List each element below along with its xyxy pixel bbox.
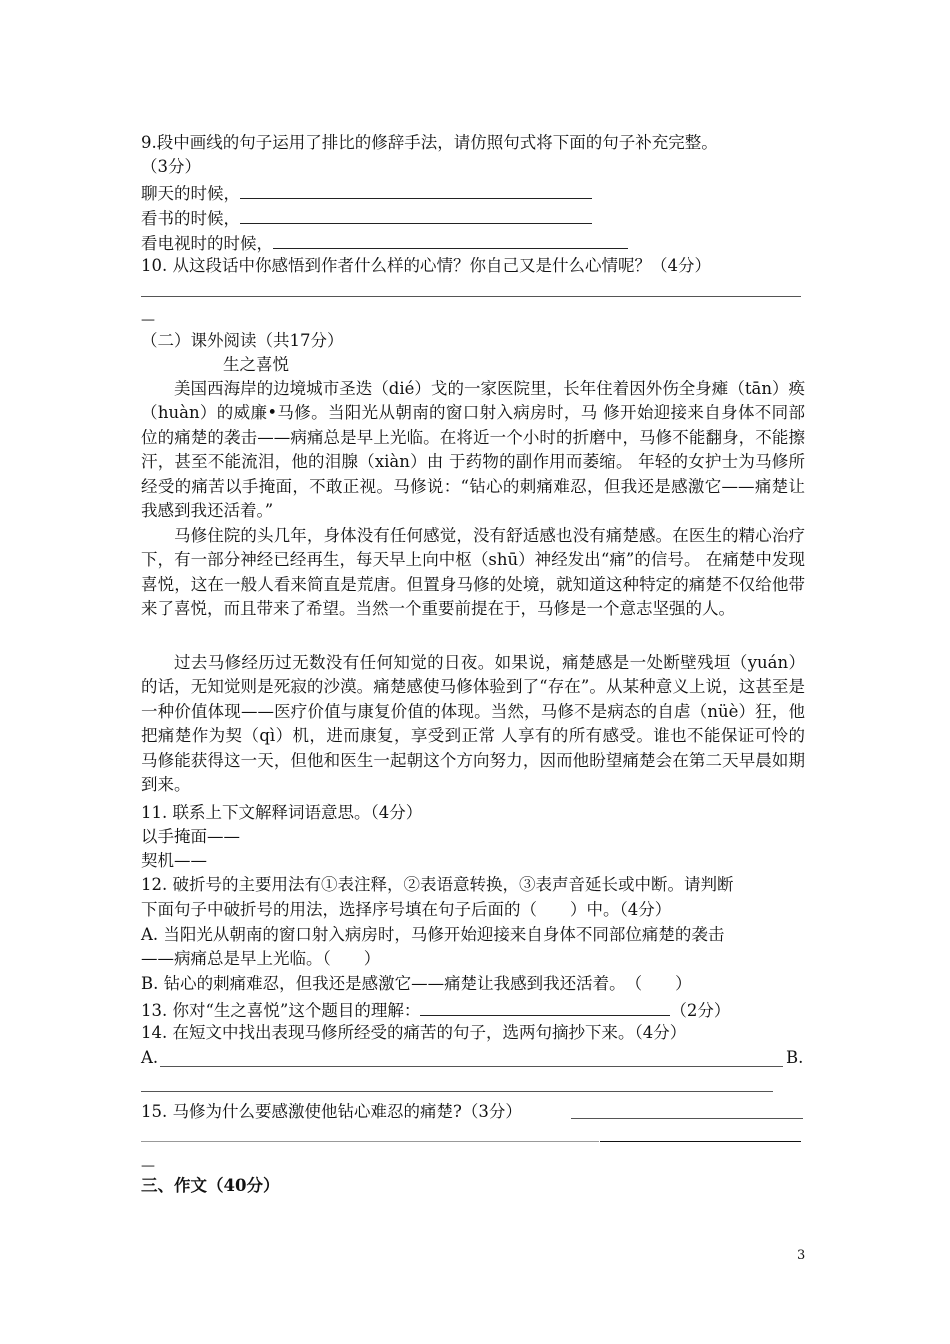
answer-line[interactable] [600, 1141, 801, 1142]
q14-label-b: B. [786, 1048, 804, 1067]
q14-label-a: A. [141, 1048, 159, 1067]
section3-title: 三、作文（40分） [141, 1176, 280, 1195]
q12-line-1: 12. 破折号的主要用法有①表注释，②表语意转换，③表声音延长或中断。请判断 [141, 875, 734, 894]
answer-blank[interactable] [273, 230, 628, 249]
q12-a-line-2: ——病痛总是早上光临。（ ） [141, 949, 381, 968]
answer-line-a[interactable] [160, 1066, 783, 1067]
answer-blank[interactable] [420, 997, 670, 1016]
answer-line-b[interactable] [141, 1091, 773, 1092]
q12-b-line: B. 钻心的刺痛难忍，但我还是感激它——痛楚让我感到我还活着。 （ ） [141, 974, 692, 993]
q11-item-2: 契机—— [141, 851, 207, 870]
article-paragraph-1: 美国西海岸的边境城市圣迭（dié）戈的一家医院里，长年住着因外伤全身瘫（tān）痪（huàn）的威廉•马修。当阳光从朝南的窗口射入病房时，马 修开始迎接来自身体不同部位的痛楚的袭击——病痛总是早上光临。在将近一个小时的折磨中，马修不能翻身，不能擦汗，甚至不能流泪，他的泪腺（xiàn）由 于药物的副作用而萎缩。 年轻的女护士为马修所经受的痛苦以手掩面，不敢正视。马修说：“钻心的刺痛难忍，但我还是感激它——痛楚让我感到我还活着。” [141, 379, 805, 521]
q9-item-1: 聊天的时候， [141, 180, 592, 206]
answer-line[interactable] [141, 1141, 599, 1142]
q13-text: 13. 你对“生之喜悦”这个题目的理解： （2分） [141, 997, 730, 1023]
q9-item-2: 看书的时候， [141, 205, 592, 231]
q12-line-2: 下面句子中破折号的用法，选择序号填在句子后面的（ ）中。（4分） [141, 900, 672, 919]
q10-text: 10. 从这段话中你感悟到作者什么样的心情？你自己又是什么心情呢？（4分） [141, 256, 711, 275]
answer-line[interactable] [571, 1118, 803, 1119]
q11-text: 11. 联系上下文解释词语意思。（4分） [141, 803, 423, 822]
answer-blank[interactable] [240, 205, 592, 224]
q11-item-1: 以手掩面—— [141, 827, 240, 846]
answer-blank[interactable] [240, 180, 592, 199]
article-title: 生之喜悦 [223, 355, 289, 374]
article-paragraph-2: 马修住院的头几年，身体没有任何感觉，没有舒适感也没有痛楚感。在医生的精心治疗下，有一部分神经已经再生，每天早上向中枢（shū）神经发出“痛”的信号。 在痛楚中发现喜悦，这在一般人看来简直是荒唐。但置身马修的处境，就知道这种特定的痛楚不仅给他带来了喜悦，而且带来了希望。当然一个重要前提在于，马修是一个意志坚强的人。 [141, 526, 805, 619]
dash-mark: — [141, 1158, 155, 1174]
dash-mark: — [141, 312, 155, 328]
q14-text: 14. 在短文中找出表现马修所经受的痛苦的句子，选两句摘抄下来。（4分） [141, 1023, 687, 1042]
q12-a-line-1: A. 当阳光从朝南的窗口射入病房时，马修开始迎接来自身体不同部位痛楚的袭击 [141, 925, 725, 944]
q9-score: （3分） [141, 157, 201, 176]
q15-text: 15. 马修为什么要感激使他钻心难忍的痛楚?（3分） [141, 1102, 522, 1121]
page-number: 3 [797, 1248, 806, 1263]
q9-item-3: 看电视时的时候， [141, 230, 628, 256]
q9-text: 9.段中画线的句子运用了排比的修辞手法，请仿照句式将下面的句子补充完整。 [141, 133, 718, 152]
article-paragraph-3: 过去马修经历过无数没有任何知觉的日夜。如果说，痛楚感是一处断壁残垣（yuán）的话，无知觉则是死寂的沙漠。痛楚感使马修体验到了“存在”。从某种意义上说，这甚至是一种价值体现——医疗价值与康复价值的体现。当然，马修不是病态的自虐（nüè）狂，他把痛楚作为契（qì）机，进而康复，享受到正常 人享有的所有感受。谁也不能保证可怜的马修能获得这一天，但他和医生一起朝这个方向努力，因而他盼望痛楚会在第二天早晨如期到来。 [141, 653, 805, 795]
answer-line[interactable] [141, 296, 801, 297]
section2-title: （二）课外阅读（共17分） [141, 331, 344, 350]
